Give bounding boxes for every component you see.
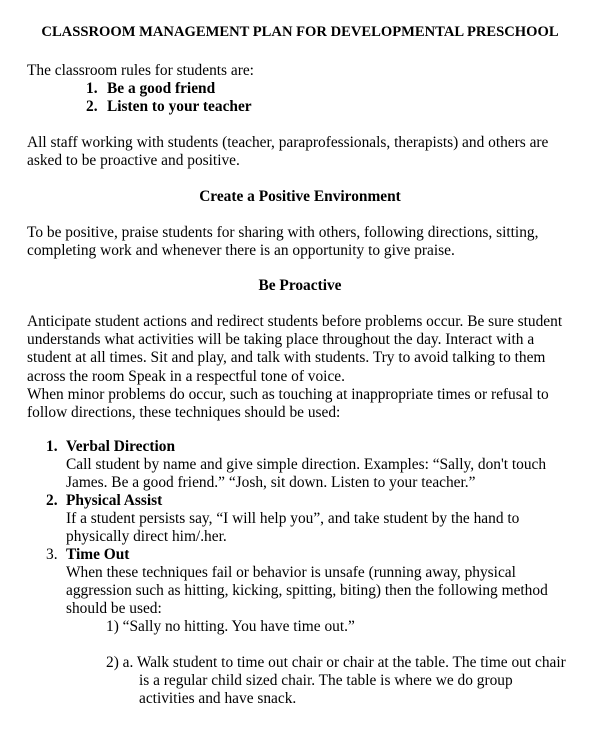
heading-positive-environment: Create a Positive Environment <box>199 188 401 205</box>
step-line: is a regular child sized chair. The table is where we do group <box>139 672 513 689</box>
heading-be-proactive: Be Proactive <box>258 277 342 294</box>
rule-1-text: Be a good friend <box>107 80 216 97</box>
technique-line: When these techniques fail or behavior is unsafe (running away, physical <box>66 564 516 581</box>
time-out-step-2: 2) a. Walk student to time out chair or chair at the table. The time out chair <box>106 654 566 671</box>
technique-line: James. Be a good friend.” “Josh, sit down. Listen to your teacher.” <box>66 474 476 492</box>
paragraph-line: follow directions, these techniques should be used: <box>27 404 341 422</box>
staff-paragraph <box>27 134 587 170</box>
technique-line: aggression such as hitting, kicking, spitting, biting) then the following method <box>66 582 548 600</box>
technique-2-body <box>66 510 519 546</box>
technique-line: If a student persists say, “I will help you”, and take student by the hand to <box>66 510 520 527</box>
rules-intro: The classroom rules for students are: <box>27 62 254 79</box>
technique-3-name: Time Out <box>66 546 130 563</box>
technique-2-name: Physical Assist <box>66 492 163 509</box>
document-title: CLASSROOM MANAGEMENT PLAN FOR DEVELOPMENTAL PRESCHOOL <box>41 24 559 40</box>
staff-line: All staff working with students (teacher, paraprofessionals, therapists) and others are <box>27 134 549 151</box>
technique-3-number: 3. <box>46 546 58 563</box>
technique-1-name: Verbal Direction <box>66 438 176 455</box>
technique-1-body <box>66 456 546 492</box>
technique-line: should be used: <box>66 600 162 618</box>
technique-3-body <box>66 564 548 619</box>
paragraph-line: completing work and whenever there is an opportunity to give praise. <box>27 242 455 260</box>
rule-2-text: Listen to your teacher <box>107 98 252 115</box>
technique-line: Call student by name and give simple direction. Examples: “Sally, don't touch <box>66 456 547 473</box>
be-proactive-paragraph <box>27 313 587 422</box>
step-line: activities and have snack. <box>139 690 297 708</box>
paragraph-line: student at all times. Sit and play, and talk with students. Try to avoid talking to them <box>27 349 546 367</box>
technique-1-number: 1. <box>46 438 58 455</box>
staff-line: asked to be proactive and positive. <box>27 152 240 170</box>
paragraph-line: understands what activities will be taking place throughout the day. Interact with a <box>27 331 535 349</box>
time-out-step-1: 1) “Sally no hitting. You have time out.” <box>106 618 355 635</box>
paragraph-line: Anticipate student actions and redirect students before problems occur. Be sure student <box>27 313 563 330</box>
positive-environment-paragraph <box>27 224 587 260</box>
paragraph-line: To be positive, praise students for sharing with others, following directions, sitting, <box>27 224 539 241</box>
rule-1-number: 1. <box>86 80 98 97</box>
paragraph-line: across the room Speak in a respectful tone of voice. <box>27 367 345 385</box>
technique-2-number: 2. <box>46 492 58 509</box>
technique-line: physically direct him/.her. <box>66 528 227 546</box>
rule-2-number: 2. <box>86 98 98 115</box>
time-out-step-2-continuation <box>139 672 513 708</box>
paragraph-line: When minor problems do occur, such as touching at inappropriate times or refusal to <box>27 385 549 403</box>
